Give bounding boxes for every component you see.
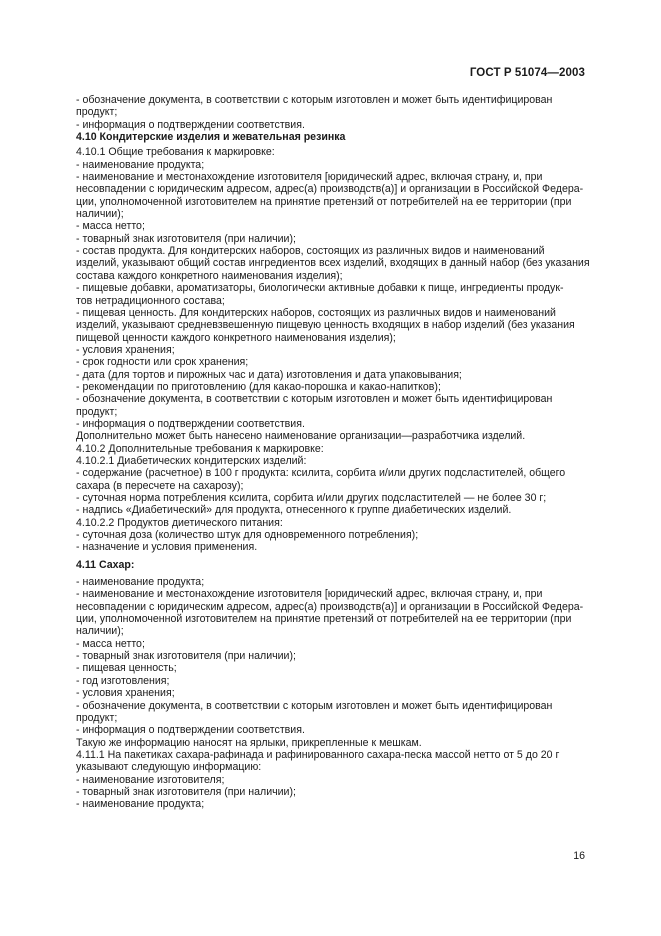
body-text-line: - наименование изготовителя; — [76, 773, 225, 786]
body-text-line: - назначение и условия применения. — [76, 541, 258, 554]
body-text-line: - дата (для тортов и пирожных час и дата) изготовления и дата упаковывания; — [76, 368, 462, 381]
body-text-line: продукт; — [76, 711, 118, 724]
document-code-header: ГОСТ Р 51074—2003 — [469, 67, 585, 79]
body-text-line: - наименование продукта; — [76, 798, 205, 811]
body-text-line: пищевой ценности каждого конкретного наименования изделия); — [76, 331, 396, 344]
body-text-line: - пищевые добавки, ароматизаторы, биологически активные добавки к пище, ингредиенты продук- — [76, 282, 564, 295]
body-text-line: - рекомендации по приготовлению (для какао-порошка и какао-напитков); — [76, 380, 441, 393]
body-text-line: - условия хранения; — [76, 687, 175, 700]
body-text-line: - масса нетто; — [76, 637, 145, 650]
body-text-line: - суточная норма потребления ксилита, сорбита и/или других подсластителей — не более 30 г; — [76, 492, 547, 504]
body-text-line: - год изготовления; — [76, 674, 170, 687]
body-text-line: ции, уполномоченной изготовителем на принятие претензий от потребителей на ее территории (при — [76, 195, 572, 208]
body-text-line: - состав продукта. Для кондитерских наборов, состоящих из различных видов и наименований — [76, 245, 545, 258]
body-text-line: - товарный знак изготовителя (при наличии); — [76, 785, 296, 798]
body-text-line: наличии); — [76, 208, 124, 221]
body-text-line: - масса нетто; — [76, 220, 145, 233]
page-number: 16 — [573, 850, 585, 862]
body-text-line: изделий, указывают общий состав ингредиентов всех изделий, входящих в данный набор (без указания — [76, 257, 590, 270]
body-text-line: 4.10.2.1 Диабетических кондитерских изделий: — [76, 454, 307, 467]
body-text-line: 4.10.2.2 Продуктов диетического питания: — [76, 516, 283, 529]
body-text-line: - условия хранения; — [76, 343, 175, 356]
body-text-line: - суточная доза (количество штук для одновременного потребления); — [76, 529, 419, 542]
body-text-line: - информация о подтверждении соответствия. — [76, 417, 305, 430]
body-text-line: - наименование продукта; — [76, 576, 205, 589]
body-text-line: - наименование продукта; — [76, 158, 205, 171]
document-body — [76, 94, 590, 811]
body-text-line: - надпись «Диабетический» для продукта, отнесенного к группе диабетических изделий. — [76, 504, 512, 517]
body-text-line: продукт; — [76, 405, 118, 418]
body-text-line: - товарный знак изготовителя (при наличии); — [76, 232, 296, 245]
body-text-line: сахара (в пересчете на сахарозу); — [76, 479, 244, 492]
body-text-line: Такую же информацию наносят на ярлыки, прикрепленные к мешкам. — [76, 736, 422, 749]
body-text-line: - информация о подтверждении соответствия. — [76, 724, 305, 737]
body-text-line: ции, уполномоченной изготовителем на принятие претензий от потребителей на ее территории (при — [76, 613, 572, 626]
body-text-line: несовпадении с юридическим адресом, адрес(а) производств(а)] и организации в Российской Федера- — [76, 600, 584, 613]
body-text-line: изделий, указывают средневзвешенную пищевую ценность входящих в набор изделий (без указания — [76, 319, 575, 332]
body-text-line: - обозначение документа, в соответствии с которым изготовлен и может быть идентифицирован — [76, 94, 553, 106]
body-text-line: 4.11.1 На пакетиках сахара-рафинада и рафинированного сахара-песка массой нетто от 5 до 20 г — [76, 748, 560, 761]
body-text-line: - пищевая ценность; — [76, 662, 177, 675]
body-text-line: - обозначение документа, в соответствии с которым изготовлен и может быть идентифицирован — [76, 699, 553, 712]
body-text-line: продукт; — [76, 106, 118, 119]
body-text-line: 4.10.1 Общие требования к маркировке: — [76, 146, 275, 159]
body-text-line: - пищевая ценность. Для кондитерских наборов, состоящих из различных видов и наименований — [76, 306, 556, 319]
body-text-line: - срок годности или срок хранения; — [76, 356, 249, 369]
body-text-line: указывают следующую информацию: — [76, 761, 262, 774]
body-text-line: 4.10.2 Дополнительные требования к маркировке: — [76, 442, 324, 455]
body-text-line: состава каждого конкретного наименования изделия); — [76, 269, 343, 282]
body-text-line: Дополнительно может быть нанесено наименование организации—разработчика изделий. — [76, 430, 526, 443]
body-text-line: несовпадении с юридическим адресом, адрес(а) производств(а)] и организации в Российской Федера- — [76, 183, 584, 196]
body-text-line: тов нетрадиционного состава; — [76, 294, 225, 307]
body-text-line: - товарный знак изготовителя (при наличии); — [76, 650, 296, 663]
body-text-line: - обозначение документа, в соответствии с которым изготовлен и может быть идентифицирован — [76, 393, 553, 406]
body-text-line: - наименование и местонахождение изготовителя [юридический адрес, включая страну, и, при — [76, 171, 543, 184]
body-text-line: - наименование и местонахождение изготовителя [юридический адрес, включая страну, и, при — [76, 588, 543, 601]
body-text-line: - информация о подтверждении соответствия. — [76, 118, 305, 131]
section-heading-line: 4.10 Кондитерские изделия и жевательная резинка — [76, 131, 346, 144]
section-heading-line: 4.11 Сахар: — [76, 558, 135, 571]
body-text-line: - содержание (расчетное) в 100 г продукта: ксилита, сорбита и/или других подсластителей, общего — [76, 467, 566, 480]
body-text-line: наличии); — [76, 625, 124, 638]
